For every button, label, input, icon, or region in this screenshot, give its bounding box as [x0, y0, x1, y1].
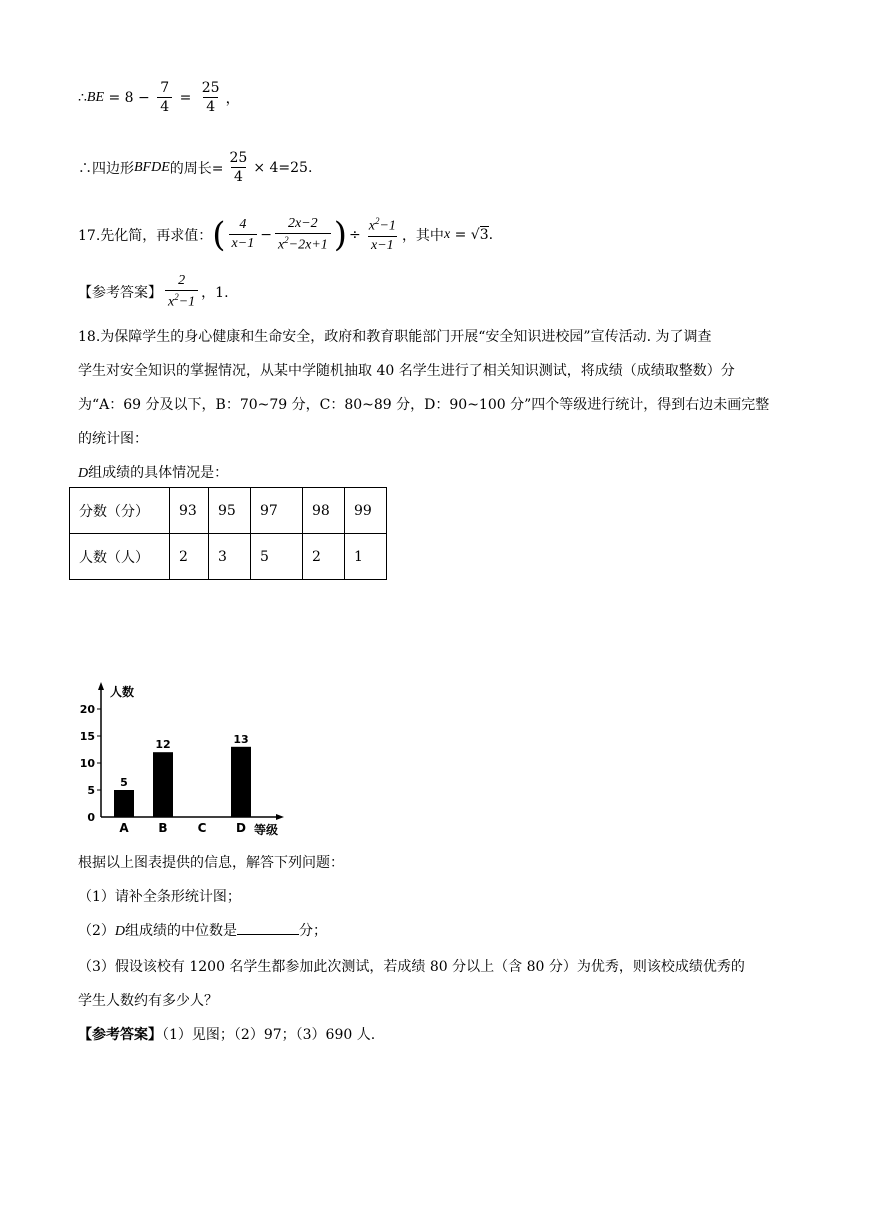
d-group-intro: D组成绩的具体情况是： [78, 465, 229, 481]
question-18-3: （3）假设该校有 1200 名学生都参加此次测试，若成绩 80 分以上（含 80 分）为优秀，则该校成绩优秀的 [78, 959, 745, 975]
bar [231, 747, 251, 817]
y-tick-label: 0 [87, 811, 95, 824]
fraction: $\frac{2}{x^2-1}$ [165, 273, 198, 311]
question-label: 17.先化简，再求值： [78, 227, 213, 244]
table-cell: 95 [209, 488, 251, 534]
equation-be: ∴ BE = 8 − $\frac{7}{4}$ = $\frac{25}{4}$ ， [78, 80, 240, 116]
eq-text: = [175, 89, 196, 106]
table-cell: 98 [303, 488, 345, 534]
answer-17: 【参考答案】 $\frac{2}{x^2-1}$ ，1. [78, 273, 229, 310]
bar [114, 790, 134, 817]
question-18-line: 的统计图： [78, 431, 148, 447]
table-cell: 2 [170, 534, 209, 580]
question-18-line: 学生对安全知识的掌握情况，从某中学随机抽取 40 名学生进行了相关知识测试，将成绩（成绩取整数）分 [78, 363, 735, 379]
x-tick-label: D [236, 821, 246, 835]
fraction: $\frac{7}{4}$ [157, 80, 172, 115]
fraction: $\frac{25}{4}$ [201, 80, 220, 116]
question-18-line: 为“A：69 分及以下，B：70~79 分，C：80~89 分，D：90~100 分”四个等级进行统计，得到右边未画完整 [78, 397, 770, 413]
y-axis-title: 人数 [110, 685, 135, 699]
y-tick-label: 15 [79, 730, 95, 743]
bar-value-label: 13 [233, 732, 249, 746]
y-axis-arrow [98, 682, 104, 690]
left-paren: ( [212, 214, 226, 255]
bar-chart [70, 678, 300, 838]
score-table [69, 487, 387, 580]
fraction: $\frac{2x-2}{x^2-2x+1}$ [275, 216, 331, 254]
answer-label: 【参考答案】 [78, 284, 162, 301]
x-axis-arrow [276, 814, 284, 820]
var-bfde: BFDE [134, 159, 170, 175]
equation-perimeter: ∴四边形 BFDE 的周长= $\frac{25}{4}$ × 4=25. [78, 150, 313, 186]
question-18-1: （1）请补全条形统计图； [78, 889, 241, 905]
fraction: $\frac{4}{x-1}$ [229, 217, 258, 252]
table-header-cell: 人数（人） [70, 534, 170, 580]
answer-18: 【参考答案】（1）见图；（2）97；（3）690 人. [78, 1027, 376, 1043]
table-cell: 1 [345, 534, 387, 580]
answer-blank[interactable] [237, 920, 299, 935]
table-cell: 99 [345, 488, 387, 534]
x-tick-label: A [119, 821, 129, 835]
bar [153, 752, 173, 817]
eq-text: = 8 − [104, 89, 155, 106]
table-cell: 97 [251, 488, 303, 534]
x-axis-title: 等级 [254, 823, 279, 837]
therefore-symbol: ∴ [78, 89, 87, 106]
fraction: $\frac{x^2-1}{x-1}$ [368, 216, 396, 253]
y-tick-label: 10 [79, 757, 95, 770]
fraction: $\frac{25}{4}$ [229, 150, 248, 186]
table-cell: 2 [303, 534, 345, 580]
y-tick-label: 5 [87, 784, 95, 797]
question-18-3-cont: 学生人数约有多少人？ [78, 993, 218, 1009]
answer-label: 【参考答案】 [78, 1027, 162, 1043]
right-paren: ) [333, 214, 348, 255]
bar-value-label: 12 [155, 738, 171, 752]
sqrt-sign: √ [470, 226, 480, 243]
table-row [70, 534, 387, 580]
table-cell: 5 [251, 534, 303, 580]
table-cell: 93 [170, 488, 209, 534]
table-row [70, 488, 387, 534]
question-18-line: 18.为保障学生的身心健康和生命安全，政府和教育职能部门开展“安全知识进校园”宣传活动. 为了调查 [78, 329, 712, 345]
table-cell: 3 [209, 534, 251, 580]
questions-intro: 根据以上图表提供的信息，解答下列问题： [78, 855, 344, 871]
var-be: BE [86, 89, 105, 105]
question-17: 17.先化简，再求值： ( $\frac{4}{x-1}$ − $\frac{2x-2}{x^2-2x+1}$ ) ÷ $\frac{x^2-1}{x-1}$ ，其中 x = √ 3 . [78, 214, 494, 255]
x-tick-label: B [158, 821, 168, 835]
x-tick-label: C [197, 821, 207, 835]
table-header-cell: 分数（分） [70, 488, 170, 534]
bar-value-label: 5 [120, 776, 128, 789]
question-18-2: （2）D组成绩的中位数是 分； [78, 920, 327, 940]
y-tick-label: 20 [79, 703, 95, 716]
